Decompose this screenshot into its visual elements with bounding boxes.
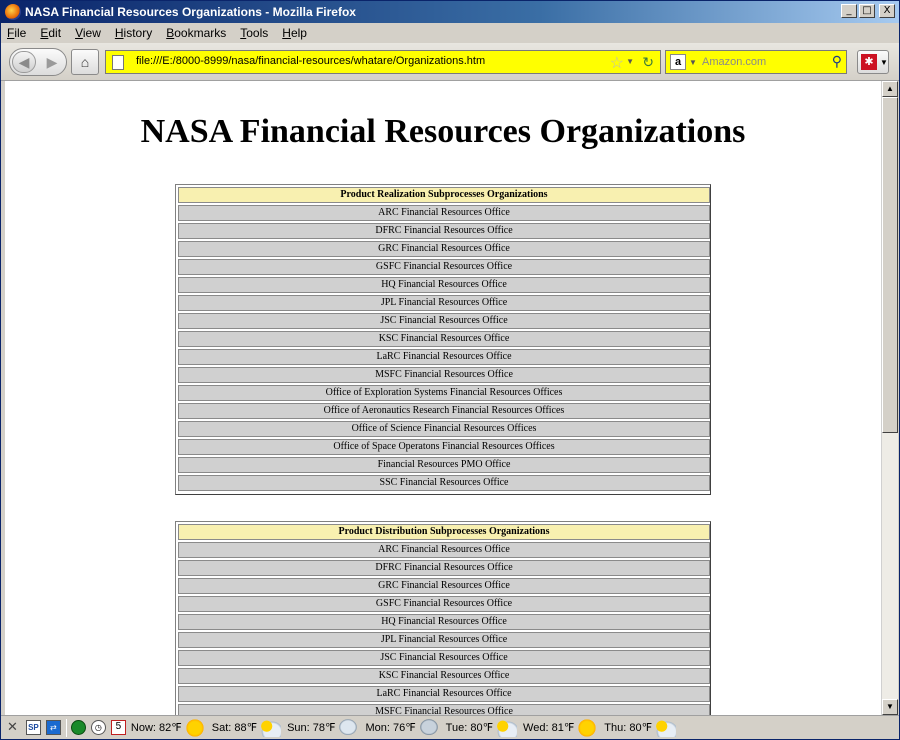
table-row: ARC Financial Resources Office bbox=[178, 542, 710, 558]
table-row: GRC Financial Resources Office bbox=[178, 578, 710, 594]
history-dropdown-icon[interactable]: ▼ bbox=[626, 57, 634, 66]
back-forward-group bbox=[9, 48, 67, 76]
forecast-tue[interactable] bbox=[446, 719, 517, 737]
title-bar bbox=[1, 1, 899, 23]
address-bar[interactable] bbox=[105, 50, 661, 74]
table-row: SSC Financial Resources Office bbox=[178, 475, 710, 491]
table-row: ARC Financial Resources Office bbox=[178, 205, 710, 221]
addon-button[interactable] bbox=[857, 50, 889, 74]
partly-cloudy-icon bbox=[259, 719, 281, 737]
forecast-label: Mon: 76℉ bbox=[365, 722, 416, 734]
forecast-label: Wed: 81℉ bbox=[523, 722, 575, 734]
forecast-thu[interactable] bbox=[604, 719, 676, 737]
page-title: NASA Financial Resources Organizations bbox=[140, 113, 746, 150]
menu-bookmarks[interactable]: Bookmarks bbox=[166, 26, 227, 40]
url-text[interactable]: file:///E:/8000-8999/nasa/financial-resources/whatare/Organizations.htm bbox=[136, 55, 486, 67]
menu-history[interactable]: History bbox=[114, 26, 153, 40]
table-row: JSC Financial Resources Office bbox=[178, 650, 710, 666]
page-content bbox=[5, 81, 881, 715]
table-row: Office of Space Operatons Financial Resources Offices bbox=[178, 439, 710, 455]
scroll-up-icon[interactable]: ▲ bbox=[882, 81, 898, 97]
addon-dropdown-icon[interactable]: ▼ bbox=[880, 58, 888, 67]
table-header: Product Realization Subprocesses Organizations bbox=[178, 187, 710, 203]
menu-edit[interactable]: Edit bbox=[40, 26, 62, 40]
menu-help[interactable]: Help bbox=[282, 26, 307, 40]
sun-icon bbox=[576, 719, 598, 737]
table-row: GSFC Financial Resources Office bbox=[178, 259, 710, 275]
table-row: JPL Financial Resources Office bbox=[178, 632, 710, 648]
page-icon bbox=[112, 55, 124, 70]
table-row: JSC Financial Resources Office bbox=[178, 313, 710, 329]
calendar-icon[interactable]: 5 bbox=[111, 720, 126, 735]
minimize-button[interactable]: _ bbox=[841, 4, 857, 18]
forecast-label: Now: 82℉ bbox=[130, 722, 182, 734]
table-row: HQ Financial Resources Office bbox=[178, 277, 710, 293]
close-button[interactable]: X bbox=[879, 4, 895, 18]
search-bar[interactable] bbox=[665, 50, 847, 74]
forecast-sat[interactable] bbox=[212, 719, 281, 737]
table-row: DFRC Financial Resources Office bbox=[178, 223, 710, 239]
status-bar bbox=[1, 715, 899, 739]
table-row: GRC Financial Resources Office bbox=[178, 241, 710, 257]
table-row: JPL Financial Resources Office bbox=[178, 295, 710, 311]
clock-icon[interactable]: ◷ bbox=[91, 720, 106, 735]
menu-bar bbox=[1, 23, 899, 43]
separator bbox=[66, 719, 67, 737]
amazon-engine-icon[interactable]: a bbox=[670, 54, 686, 70]
window-title: NASA Financial Resources Organizations - Mozilla Firefox bbox=[25, 5, 356, 19]
search-placeholder[interactable]: Amazon.com bbox=[702, 56, 767, 68]
firefox-icon bbox=[5, 4, 21, 20]
menu-view[interactable]: View bbox=[75, 26, 101, 40]
sp-addon-icon[interactable]: SP bbox=[26, 720, 41, 735]
thunderstorm-icon bbox=[337, 719, 359, 737]
table-row: HQ Financial Resources Office bbox=[178, 614, 710, 630]
globe-icon[interactable] bbox=[71, 720, 86, 735]
home-button[interactable]: ⌂ bbox=[71, 49, 99, 75]
addon-icon: ✱ bbox=[861, 54, 877, 70]
table-header: Product Distribution Subprocesses Organizations bbox=[178, 524, 710, 540]
table-row: MSFC Financial Resources Office bbox=[178, 704, 710, 715]
partly-cloudy-icon bbox=[654, 719, 676, 737]
table-row: Office of Science Financial Resources Offices bbox=[178, 421, 710, 437]
forecast-sun[interactable] bbox=[287, 719, 359, 737]
navigation-toolbar bbox=[1, 43, 899, 81]
search-icon[interactable]: ⚲ bbox=[831, 53, 842, 69]
table-row: KSC Financial Resources Office bbox=[178, 668, 710, 684]
forecast-label: Sun: 78℉ bbox=[287, 722, 336, 734]
table-row: KSC Financial Resources Office bbox=[178, 331, 710, 347]
forecast-mon[interactable] bbox=[365, 719, 439, 737]
scroll-down-icon[interactable]: ▼ bbox=[882, 699, 898, 715]
rain-cloud-icon bbox=[418, 719, 440, 737]
table-row: LaRC Financial Resources Office bbox=[178, 686, 710, 702]
table-row: Office of Aeronautics Research Financial Resources Offices bbox=[178, 403, 710, 419]
scroll-thumb[interactable] bbox=[882, 97, 898, 433]
maximize-button[interactable]: □ bbox=[859, 4, 875, 18]
partly-cloudy-icon bbox=[495, 719, 517, 737]
table-row: GSFC Financial Resources Office bbox=[178, 596, 710, 612]
xmarks-icon[interactable]: ⇄ bbox=[46, 720, 61, 735]
forecast-wed[interactable] bbox=[523, 719, 598, 737]
distribution-org-table bbox=[175, 521, 711, 715]
window-controls bbox=[841, 4, 895, 18]
table-row: MSFC Financial Resources Office bbox=[178, 367, 710, 383]
close-statusbar-icon[interactable]: ✕ bbox=[7, 720, 18, 735]
table-row: Office of Exploration Systems Financial Resources Offices bbox=[178, 385, 710, 401]
vertical-scrollbar[interactable] bbox=[881, 81, 898, 715]
table-row: Financial Resources PMO Office bbox=[178, 457, 710, 473]
engine-dropdown-icon[interactable]: ▼ bbox=[689, 58, 697, 67]
forecast-now[interactable] bbox=[131, 719, 206, 737]
forward-button[interactable]: ▶ bbox=[46, 54, 58, 70]
menu-file[interactable]: File bbox=[7, 26, 27, 40]
reload-icon[interactable]: ↻ bbox=[642, 54, 654, 70]
sun-icon bbox=[184, 719, 206, 737]
table-row: DFRC Financial Resources Office bbox=[178, 560, 710, 576]
realization-org-table bbox=[175, 184, 711, 495]
forecast-label: Thu: 80℉ bbox=[604, 722, 653, 734]
table-row: LaRC Financial Resources Office bbox=[178, 349, 710, 365]
forecast-label: Sat: 88℉ bbox=[211, 722, 258, 734]
menu-tools[interactable]: Tools bbox=[240, 26, 269, 40]
bookmark-star-icon[interactable]: ☆ bbox=[609, 55, 624, 72]
back-button[interactable]: ◀ bbox=[12, 51, 36, 73]
forecast-label: Tue: 80℉ bbox=[445, 722, 494, 734]
